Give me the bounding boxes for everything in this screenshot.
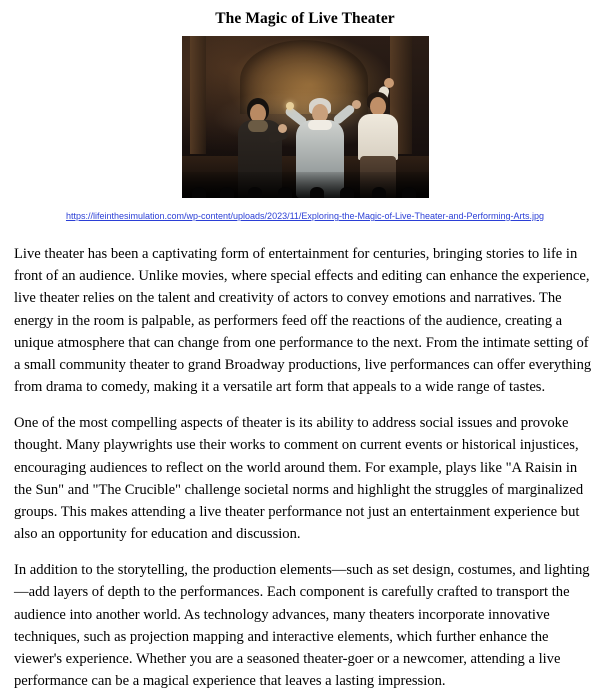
actor-right-hand: [384, 78, 394, 88]
audience-silhouette-row: [182, 172, 429, 198]
article-figure: [10, 36, 600, 221]
actor-center-hand-left: [278, 124, 287, 133]
paragraph-2: One of the most compelling aspects of theater is its ability to address social issues and provoke thought. Many playwrights use their works to comment on current events or historical injustices, encouraging audiences to reflect on the world around them. For example, plays like "A Raisin in the Sun" and "The Crucible" challenge societal norms and highlight the struggles of marginalized groups. This makes attending a live theater performance not just an entertainment experience but also an opportunity for education and discussion.: [14, 415, 584, 543]
image-source-link[interactable]: https://lifeinthesimulation.com/wp-content/uploads/2023/11/Exploring-the-Magic-of-Live-Theater-and-Performing-Arts.jpg: [65, 211, 545, 221]
paragraph-3: In addition to the storytelling, the production elements—such as set design, costumes, and lighting—add layers of depth to the performances. Each component is carefully crafted to transport the audience into another world. As technology advances, many theaters incorporate innovative techniques, such as projection mapping and interactive elements, which further enhance the viewer's experience. Whether you are a seasoned theater-goer or a newcomer, attending a live performance can be a magical experience that leaves a lasting impression.: [14, 562, 590, 690]
article-body: [10, 243, 600, 692]
figure-caption: [10, 211, 600, 221]
stage-pillar-left: [190, 36, 206, 154]
stage-prop-orb: [286, 102, 294, 110]
actor-center-scarf: [308, 120, 332, 130]
page-title: The Magic of Live Theater: [215, 10, 395, 27]
paragraph-1: Live theater has been a captivating form of entertainment for centuries, bringing stories to life in front of an audience. Unlike movies, where special effects and editing can enhance the experience, live theater relies on the talent and creativity of actors to convey emotions and narratives. The energy in the room is palpable, as performers feed off the reactions of the audience, creating a unique atmosphere that can change from one performance to the next. From the intimate setting of a small community theater to grand Broadway productions, live performances can offer everything from drama to comedy, making it a versatile art form that appeals to a wide range of tastes.: [14, 246, 592, 396]
stage-performance-photo: [182, 36, 429, 198]
actor-left-collar: [248, 120, 268, 132]
actor-right-shirt: [358, 114, 398, 160]
